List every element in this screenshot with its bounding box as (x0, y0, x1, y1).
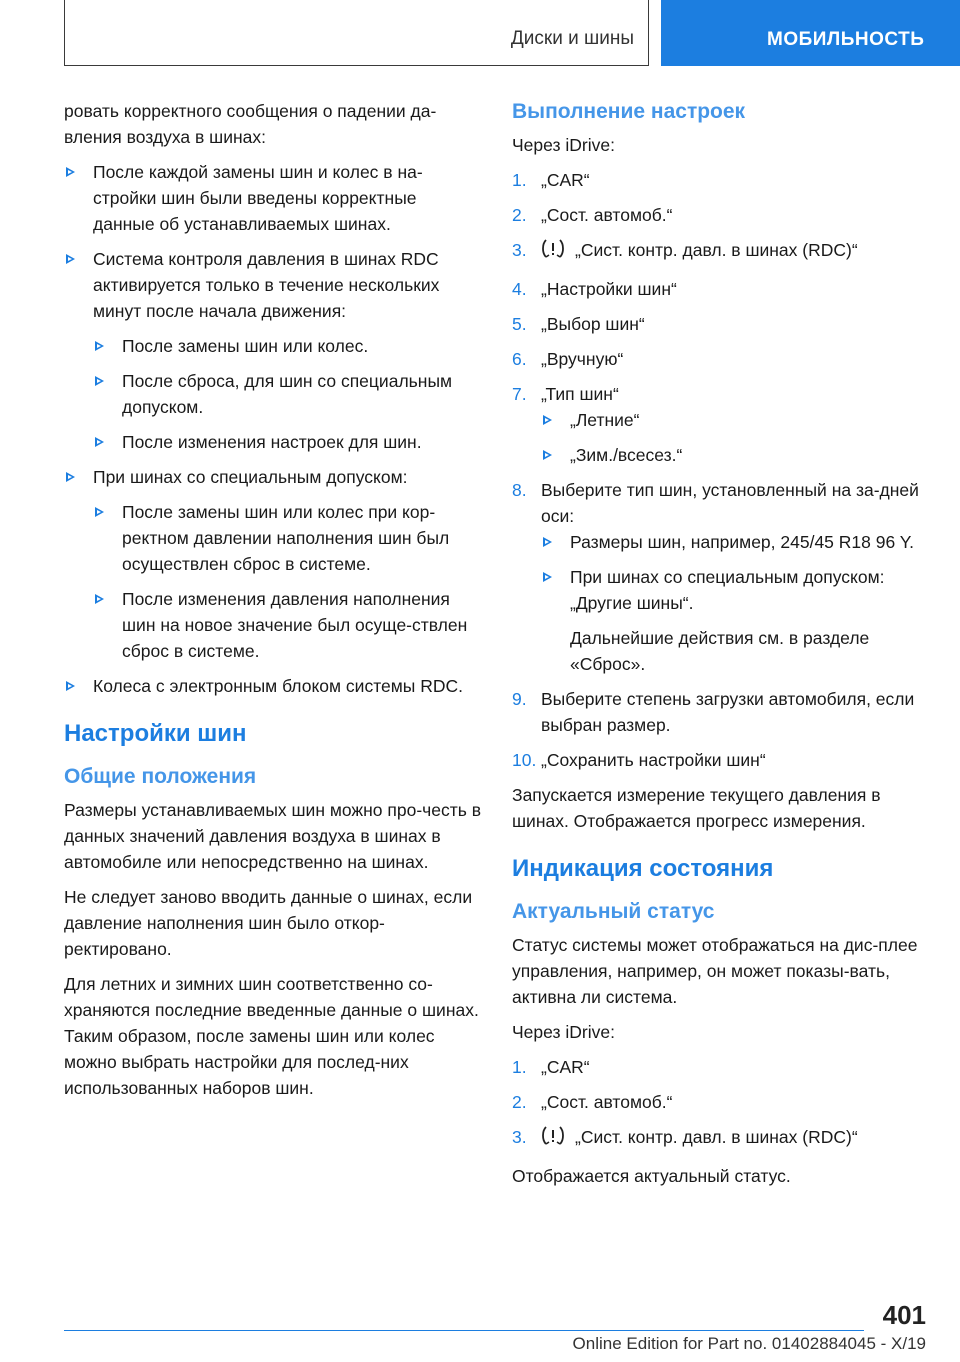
footer-divider (64, 1330, 864, 1331)
tire-pressure-warning-icon (541, 238, 565, 267)
triangle-bullet-icon (543, 537, 552, 547)
via-idrive: Через iDrive: (512, 1022, 615, 1042)
step-item (512, 311, 932, 337)
list-item (93, 499, 482, 577)
triangle-bullet-icon (66, 167, 75, 177)
step-text: „Сист. контр. давл. в шинах (RDC)“ (575, 240, 858, 260)
step-text: „Вручную“ (541, 349, 624, 369)
chapter-title: МОБИЛЬНОСТЬ (767, 29, 925, 50)
step-item (512, 167, 932, 193)
triangle-bullet-icon (66, 681, 75, 691)
sub-list (93, 333, 482, 455)
triangle-bullet-icon (95, 437, 104, 447)
triangle-bullet-icon (66, 472, 75, 482)
edition-text: Online Edition for Part no. 01402884045 - X/19 (572, 1334, 926, 1353)
paragraph: Не следует заново вводить данные о шинах, если давление наполнения шин было откор-ректировано. (64, 887, 473, 959)
list-item-text: После каждой замены шин и колес в на-стройки шин были введены корректные данные об устанавливаемых шинах. (93, 162, 423, 234)
heading-status-display: Индикация состояния (512, 855, 774, 882)
list-item (93, 333, 482, 359)
step-text: Выберите степень загрузки автомобиля, если выбран размер. (541, 689, 915, 735)
step-number: 1. (512, 170, 527, 190)
list-item-text: Система контроля давления в шинах RDC активируется только в течение нескольких минут после начала движения: (93, 249, 440, 321)
step-item (512, 381, 932, 468)
step-number: 1. (512, 1057, 527, 1077)
list-item (93, 368, 482, 420)
triangle-bullet-icon (95, 594, 104, 604)
subheading-current-status: Актуальный статус (512, 900, 715, 923)
triangle-bullet-icon (66, 254, 75, 264)
section-title: Диски и шины (510, 28, 634, 49)
step-text: „Сост. автомоб.“ (541, 205, 673, 225)
list-item (541, 564, 932, 677)
list-item-text: При шинах со специальным допуском: (93, 467, 408, 487)
step-text: „CAR“ (541, 170, 590, 190)
via-idrive: Через iDrive: (512, 135, 615, 155)
step-number: 6. (512, 349, 527, 369)
heading-tire-settings: Настройки шин (64, 720, 247, 747)
sub-list (541, 407, 932, 468)
status-steps (512, 1054, 932, 1154)
step-item (512, 346, 932, 372)
step-item (512, 202, 932, 228)
step-text: „CAR“ (541, 1057, 590, 1077)
step-text: „Тип шин“ (541, 384, 619, 404)
list-item-text: После замены шин или колес при кор-ректном давлении наполнения шин был осуществлен сброс в системе. (122, 502, 450, 574)
step-number: 2. (512, 205, 527, 225)
step-number: 7. (512, 384, 527, 404)
step-text: „Сост. автомоб.“ (541, 1092, 673, 1112)
triangle-bullet-icon (95, 507, 104, 517)
step-number: 3. (512, 240, 527, 260)
list-item (541, 407, 932, 433)
step-number: 8. (512, 480, 527, 500)
paragraph: Статус системы может отображаться на дис-плее управления, например, он может показы-вать, активна ли система. (512, 935, 918, 1007)
page-number: 401 (882, 1300, 926, 1330)
triangle-bullet-icon (543, 415, 552, 425)
subheading-perform-settings: Выполнение настроек (512, 100, 746, 123)
list-item-text: Размеры шин, например, 245/45 R18 96 Y. (570, 532, 915, 552)
conditions-list (64, 159, 482, 699)
paragraph: Запускается измерение текущего давления в шинах. Отображается прогресс измерения. (512, 785, 881, 831)
step-item (512, 276, 932, 302)
triangle-bullet-icon (95, 376, 104, 386)
step-text: Выберите тип шин, установленный на за-дней оси: (541, 480, 919, 526)
note-text: Дальнейшие действия см. в разделе «Сброс». (570, 628, 870, 674)
step-number: 4. (512, 279, 527, 299)
paragraph: Для летних и зимних шин соответственно со-храняются последние введенные данные о шинах. Таким образом, после замены шин или колес можно выбрать настройки для послед-них использованных наборов шин. (64, 974, 479, 1098)
list-item-text: После изменения давления наполнения шин на новое значение был осуще-ствлен сброс в системе. (122, 589, 468, 661)
list-item (541, 442, 932, 468)
step-number: 5. (512, 314, 527, 334)
step-number: 2. (512, 1092, 527, 1112)
step-item (512, 1054, 932, 1080)
paragraph: Размеры устанавливаемых шин можно про-честь в данных значений давления воздуха в шинах в автомобиле или непосредственно на шинах. (64, 800, 482, 872)
step-item (512, 747, 932, 773)
list-item-text: „Летние“ (570, 410, 640, 430)
list-item (541, 529, 932, 555)
list-item (64, 673, 482, 699)
tire-pressure-warning-icon (541, 1125, 565, 1154)
intro-text: ровать корректного сообщения о падении да-вления воздуха в шинах: (64, 101, 437, 147)
list-item-text: Колеса с электронным блоком системы RDC. (93, 676, 463, 696)
step-item (512, 237, 932, 267)
step-text: „Выбор шин“ (541, 314, 645, 334)
step-number: 10. (512, 750, 537, 770)
triangle-bullet-icon (543, 572, 552, 582)
list-item-text: При шинах со специальным допуском: „Другие шины“. (570, 567, 885, 613)
list-item (64, 464, 482, 664)
triangle-bullet-icon (95, 341, 104, 351)
list-item-text: „Зим./всесез.“ (570, 445, 683, 465)
triangle-bullet-icon (543, 450, 552, 460)
list-item-text: После изменения настроек для шин. (122, 432, 422, 452)
list-item (93, 586, 482, 664)
step-text: „Сист. контр. давл. в шинах (RDC)“ (575, 1127, 858, 1147)
paragraph: Отображается актуальный статус. (512, 1166, 791, 1186)
list-item (64, 159, 482, 237)
step-item (512, 477, 932, 677)
sub-list (541, 529, 932, 677)
header-section-box (64, 0, 649, 66)
step-item (512, 1124, 932, 1154)
settings-steps (512, 167, 932, 773)
step-text: „Сохранить настройки шин“ (541, 750, 766, 770)
step-text: „Настройки шин“ (541, 279, 677, 299)
subheading-general: Общие положения (64, 765, 257, 788)
list-item (93, 429, 482, 455)
step-item (512, 1089, 932, 1115)
step-item (512, 686, 932, 738)
right-column (512, 98, 932, 1198)
sub-list (93, 499, 482, 664)
list-item-text: После сброса, для шин со специальным допуском. (122, 371, 453, 417)
step-number: 9. (512, 689, 527, 709)
header-chapter-box (661, 0, 960, 66)
left-column (64, 98, 482, 1110)
list-item-text: После замены шин или колес. (122, 336, 369, 356)
step-number: 3. (512, 1127, 527, 1147)
list-item (64, 246, 482, 455)
